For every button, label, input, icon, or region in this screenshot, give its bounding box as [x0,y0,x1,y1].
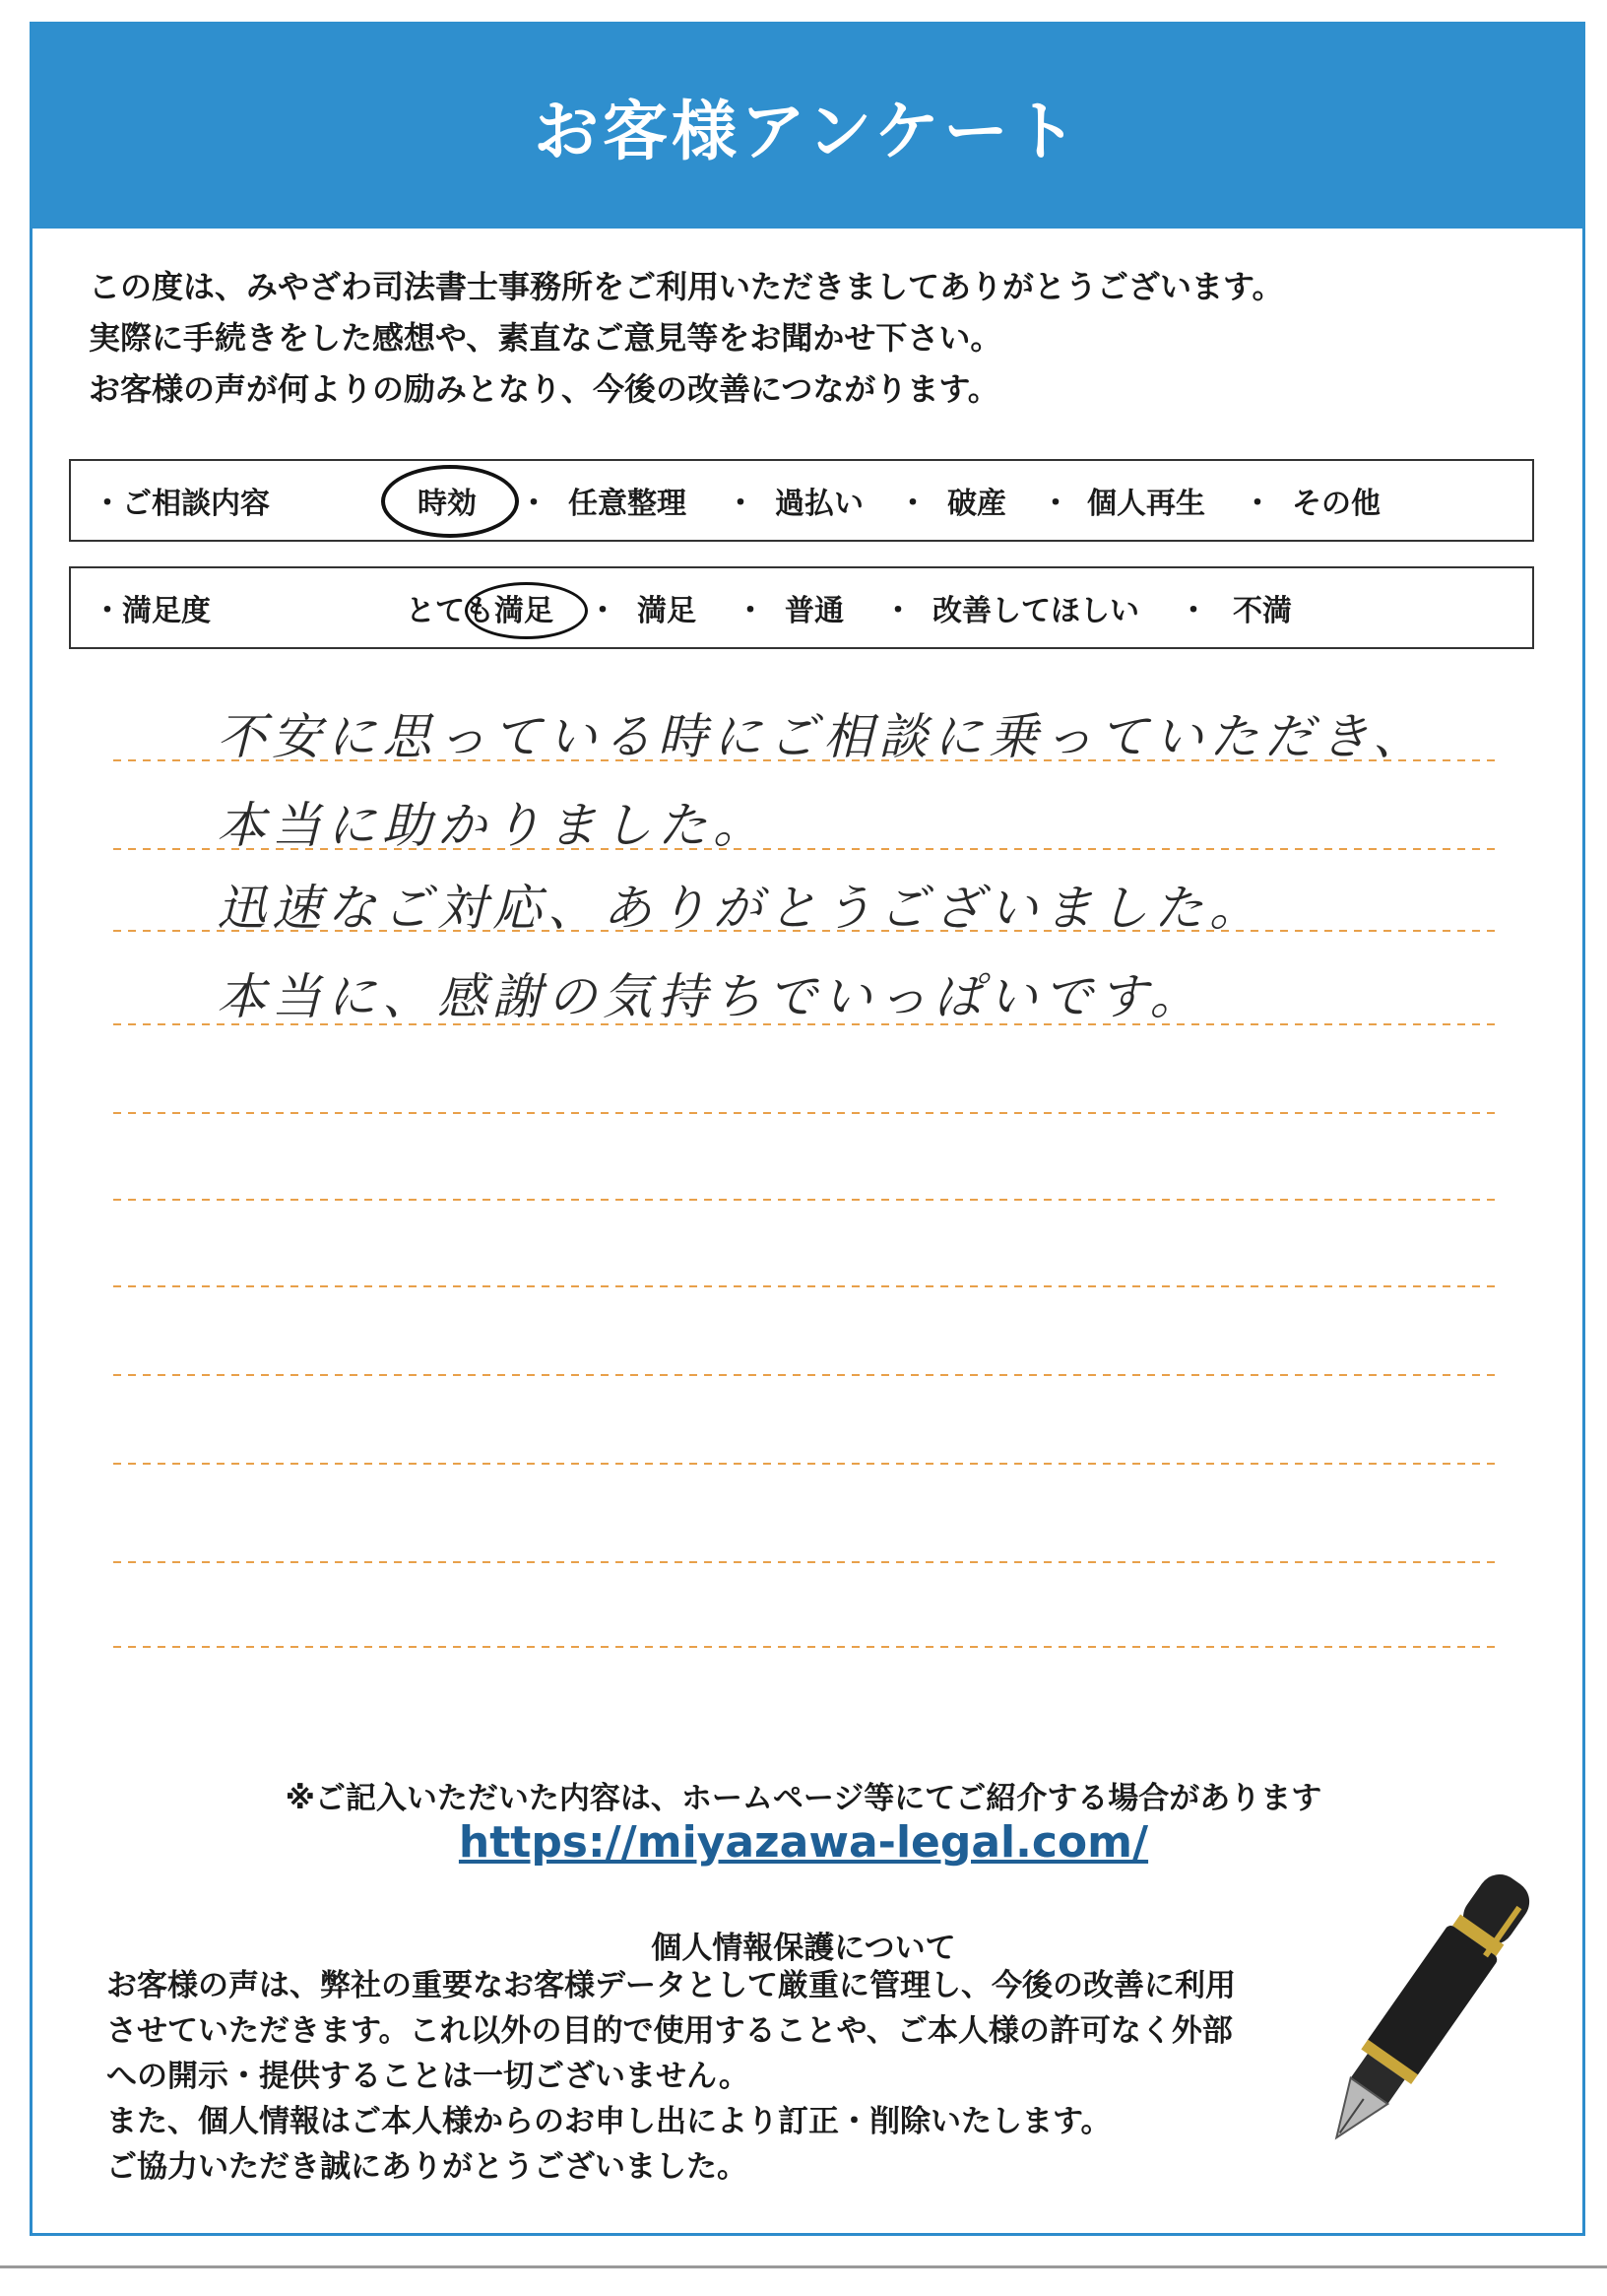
privacy-line: させていただきます。これ以外の目的で使用することや、ご本人様の許可なく外部 [106,2013,1233,2049]
consultation-option-sonota[interactable]: その他 [1292,487,1381,521]
consultation-box [69,459,1534,542]
separator-dot: ・ [519,487,548,521]
privacy-line: お客様の声は、弊社の重要なお客様データとして厳重に管理し、今後の改善に利用 [106,1968,1236,2003]
handwritten-line: 本当に助かりました。 [217,797,768,854]
satisfaction-option-totemo-manzoku[interactable]: とても満足 [406,594,553,628]
header-banner [30,22,1585,229]
intro-line: この度は、みやざわ司法書士事務所をご利用いただきましてありがとうございます。 [89,268,1284,305]
page-title: お客様アンケート [533,93,1082,169]
satisfaction-option-manzoku[interactable]: 満足 [637,594,696,628]
privacy-title: 個人情報保護について [651,1931,956,1966]
satisfaction-box [69,566,1534,649]
separator-dot: ・ [1041,487,1070,521]
intro-text [89,261,1526,415]
separator-dot: ・ [898,487,928,521]
separator-dot: ・ [726,487,755,521]
satisfaction-label: ・満足度 [93,594,211,628]
satisfaction-option-futsuu[interactable]: 普通 [785,594,844,628]
separator-dot: ・ [588,594,617,628]
handwritten-line: 本当に、感謝の気持ちでいっぱいです。 [217,968,1205,1025]
consultation-option-jikou[interactable]: 時効 [418,487,477,521]
website-link[interactable]: https://miyazawa-legal.com/ [458,1817,1149,1868]
fountain-pen-icon [1290,1852,1556,2177]
intro-line: お客様の声が何よりの励みとなり、今後の改善につながります。 [89,370,999,408]
page-bottom-edge [0,2265,1607,2268]
satisfaction-option-kaizen[interactable]: 改善してほしい [932,594,1139,628]
comment-area [113,689,1502,1655]
handwritten-line: 迅速なご対応、ありがとうございました。 [217,880,1264,937]
separator-dot: ・ [736,594,765,628]
privacy-line: また、個人情報はご本人様からのお申し出により訂正・削除いたします。 [106,2104,1112,2139]
consultation-option-ninnniseiri[interactable]: 任意整理 [568,487,686,521]
publication-note: ※ご記入いただいた内容は、ホームページ等にてご紹介する場合があります [285,1781,1322,1816]
privacy-line: ご協力いただき誠にありがとうございました。 [106,2149,747,2185]
privacy-text [106,1963,1357,2190]
satisfaction-option-fuman[interactable]: 不満 [1233,594,1292,628]
separator-dot: ・ [883,594,913,628]
handwritten-line: 不安に思っている時にご相談に乗っていただき、 [217,708,1428,765]
consultation-option-kabarai[interactable]: 過払い [775,487,864,521]
consultation-label: ・ご相談内容 [93,487,270,521]
privacy-line: への開示・提供することは一切ございません。 [106,2059,749,2094]
consultation-option-kojinsaisei[interactable]: 個人再生 [1087,487,1205,521]
separator-dot: ・ [1179,594,1208,628]
separator-dot: ・ [1243,487,1272,521]
consultation-option-hasan[interactable]: 破産 [947,487,1006,521]
intro-line: 実際に手続きをした感想や、素直なご意見等をお聞かせ下さい。 [89,319,1002,357]
